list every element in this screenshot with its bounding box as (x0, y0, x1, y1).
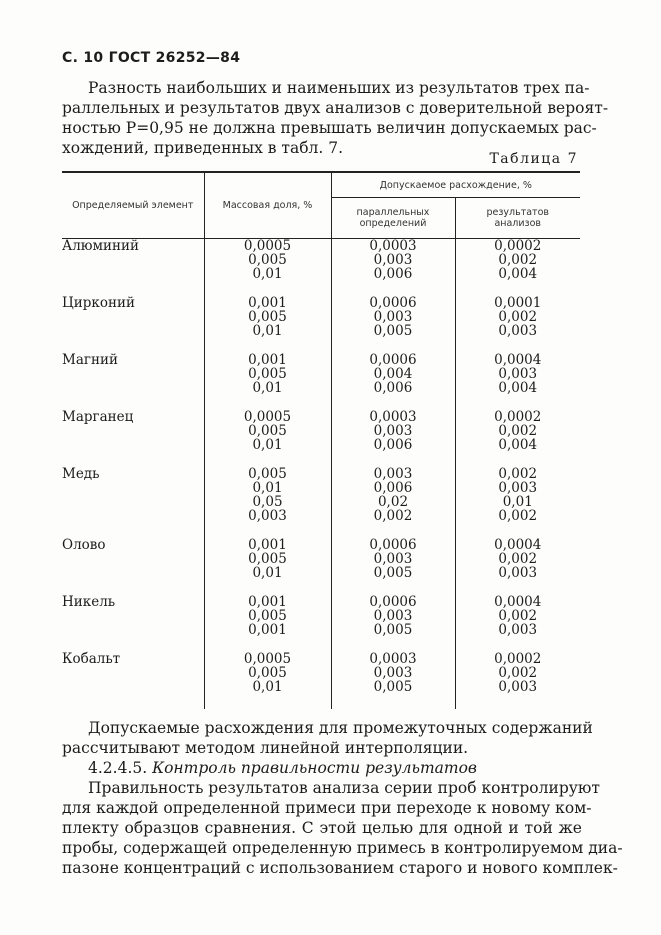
mass-value: 0,0005 (243, 651, 292, 667)
text-line: Правильность результатов анализа серии проб контролируют (88, 779, 600, 797)
results-value: 0,0004 (494, 352, 542, 368)
mass-value: 0,01 (252, 437, 283, 453)
mass-value: 0,01 (252, 380, 283, 396)
results-value: 0,004 (498, 380, 538, 396)
section-number: 4.2.4.5. (88, 759, 148, 777)
parallel-value: 0,0006 (369, 594, 417, 610)
results-value: 0,003 (498, 323, 538, 339)
results-value: 0,002 (498, 423, 538, 439)
results-values (455, 296, 580, 353)
element-name: Никель (62, 594, 116, 610)
element-name: Алюминий (62, 238, 140, 254)
results-value: 0,0002 (494, 409, 542, 425)
mass-value: 0,001 (248, 352, 287, 368)
mass-value: 0,0005 (243, 238, 292, 254)
mass-value: 0,001 (248, 594, 287, 610)
mass-value: 0,001 (248, 537, 287, 553)
text-line: пробы, содержащей определенную примесь в контролируемом диа- (62, 839, 623, 857)
data-table (62, 171, 580, 709)
mass-value: 0,01 (252, 565, 283, 581)
results-value: 0,002 (498, 608, 538, 624)
text-line: плекту образцов сравнения. С этой целью для одной и той же (62, 819, 582, 837)
results-value: 0,002 (498, 309, 538, 325)
header-parallel: параллельных определений (331, 198, 455, 239)
mass-value: 0,005 (248, 665, 287, 681)
results-value: 0,002 (498, 508, 538, 524)
element-name: Марганец (62, 409, 134, 425)
parallel-value: 0,003 (373, 665, 413, 681)
parallel-value: 0,003 (373, 423, 413, 439)
parallel-value: 0,002 (373, 508, 413, 524)
results-values (455, 353, 580, 410)
results-value: 0,0001 (494, 295, 542, 311)
text-line: раллельных и результатов двух анализов с доверительной вероят- (62, 99, 609, 117)
text-line: Допускаемые расхождения для промежуточных содержаний (88, 719, 593, 737)
mass-value: 0,005 (248, 551, 287, 567)
table-row (62, 467, 580, 538)
mass-value: 0,005 (248, 608, 287, 624)
mass-values (204, 239, 331, 297)
mass-values (204, 353, 331, 410)
body-paragraph (62, 778, 623, 878)
parallel-value: 0,0003 (369, 651, 417, 667)
mass-value: 0,001 (248, 295, 287, 311)
results-value: 0,003 (498, 622, 538, 638)
parallel-value: 0,0006 (369, 295, 417, 311)
parallel-value: 0,006 (373, 480, 413, 496)
results-values (455, 595, 580, 652)
header-results: результатов анализов (455, 198, 580, 239)
text-line (62, 758, 582, 778)
results-value: 0,002 (498, 466, 538, 482)
mass-values (204, 538, 331, 595)
mass-value: 0,005 (248, 423, 287, 439)
parallel-values (331, 353, 455, 410)
mass-value: 0,005 (248, 252, 287, 268)
mass-value: 0,005 (248, 309, 287, 325)
parallel-value: 0,02 (377, 494, 409, 510)
mass-value: 0,01 (252, 266, 283, 282)
results-values (455, 410, 580, 467)
text-line: для каждой определенной примеси при переходе к новому ком- (62, 799, 592, 817)
table-row (62, 353, 580, 410)
table-row (62, 296, 580, 353)
parallel-value: 0,0006 (369, 537, 417, 553)
mass-value: 0,001 (248, 622, 287, 638)
section-title: Контроль правильности результатов (152, 759, 477, 777)
text-line: пазоне концентраций с использованием старого и нового комплек- (62, 859, 618, 877)
text-line: ностью P=0,95 не должна превышать величин допускаемых рас- (62, 119, 597, 137)
header-mass: Массовая доля, % (204, 172, 331, 239)
table-row (62, 410, 580, 467)
parallel-value: 0,005 (373, 565, 413, 581)
results-value: 0,003 (498, 480, 538, 496)
header-element: Определяемый элемент (62, 172, 204, 239)
results-values (455, 467, 580, 538)
parallel-values (331, 538, 455, 595)
parallel-value: 0,0003 (369, 409, 417, 425)
parallel-values (331, 652, 455, 709)
table-body (62, 239, 580, 710)
parallel-value: 0,003 (373, 551, 413, 567)
parallel-value: 0,005 (373, 622, 413, 638)
results-value: 0,002 (498, 551, 538, 567)
element-name: Цирконий (62, 295, 135, 311)
results-values (455, 239, 580, 297)
results-value: 0,0004 (494, 594, 542, 610)
mass-value: 0,01 (252, 679, 283, 695)
element-name: Кобальт (62, 651, 121, 667)
parallel-value: 0,004 (373, 366, 413, 382)
mass-values (204, 296, 331, 353)
header-allowed: Допускаемое расхождение, % (331, 172, 580, 198)
parallel-values (331, 239, 455, 297)
results-value: 0,0004 (494, 537, 542, 553)
element-name: Магний (62, 352, 118, 368)
mass-value: 0,01 (252, 323, 283, 339)
parallel-value: 0,0003 (369, 238, 417, 254)
parallel-value: 0,003 (373, 466, 413, 482)
results-value: 0,002 (498, 665, 538, 681)
results-value: 0,002 (498, 252, 538, 268)
parallel-value: 0,003 (373, 252, 413, 268)
results-value: 0,01 (502, 494, 533, 510)
parallel-value: 0,0006 (369, 352, 417, 368)
mass-values (204, 467, 331, 538)
results-value: 0,0002 (494, 238, 542, 254)
parallel-values (331, 296, 455, 353)
results-value: 0,004 (498, 437, 538, 453)
mass-value: 0,005 (248, 466, 287, 482)
results-value: 0,003 (498, 366, 538, 382)
parallel-values (331, 595, 455, 652)
table-row (62, 538, 580, 595)
table-row (62, 239, 580, 297)
mass-value: 0,01 (252, 480, 283, 496)
table-row (62, 652, 580, 709)
results-value: 0,004 (498, 266, 538, 282)
mass-value: 0,005 (248, 366, 287, 382)
parallel-value: 0,006 (373, 266, 413, 282)
section-heading (62, 758, 582, 778)
parallel-values (331, 410, 455, 467)
mass-values (204, 595, 331, 652)
results-value: 0,0002 (494, 651, 542, 667)
mass-value: 0,05 (252, 494, 283, 510)
page-header: С. 10 ГОСТ 26252—84 (62, 50, 241, 66)
text-line: Разность наибольших и наименьших из результатов трех па- (88, 79, 590, 97)
parallel-value: 0,003 (373, 309, 413, 325)
table-caption: Таблица 7 (489, 151, 578, 167)
parallel-value: 0,005 (373, 323, 413, 339)
text-line: рассчитывают методом линейной интерполяции. (62, 739, 469, 757)
mass-values (204, 652, 331, 709)
parallel-value: 0,005 (373, 679, 413, 695)
element-name: Олово (62, 537, 106, 553)
parallel-value: 0,006 (373, 437, 413, 453)
parallel-value: 0,006 (373, 380, 413, 396)
after-paragraph (62, 718, 593, 758)
table-row (62, 595, 580, 652)
results-value: 0,003 (498, 679, 538, 695)
mass-value: 0,0005 (243, 409, 292, 425)
intro-paragraph (62, 78, 609, 158)
results-values (455, 652, 580, 709)
parallel-value: 0,003 (373, 608, 413, 624)
text-line: хождений, приведенных в табл. 7. (62, 139, 344, 157)
results-value: 0,003 (498, 565, 538, 581)
parallel-values (331, 467, 455, 538)
results-values (455, 538, 580, 595)
mass-values (204, 410, 331, 467)
mass-value: 0,003 (248, 508, 287, 524)
element-name: Медь (62, 466, 100, 482)
